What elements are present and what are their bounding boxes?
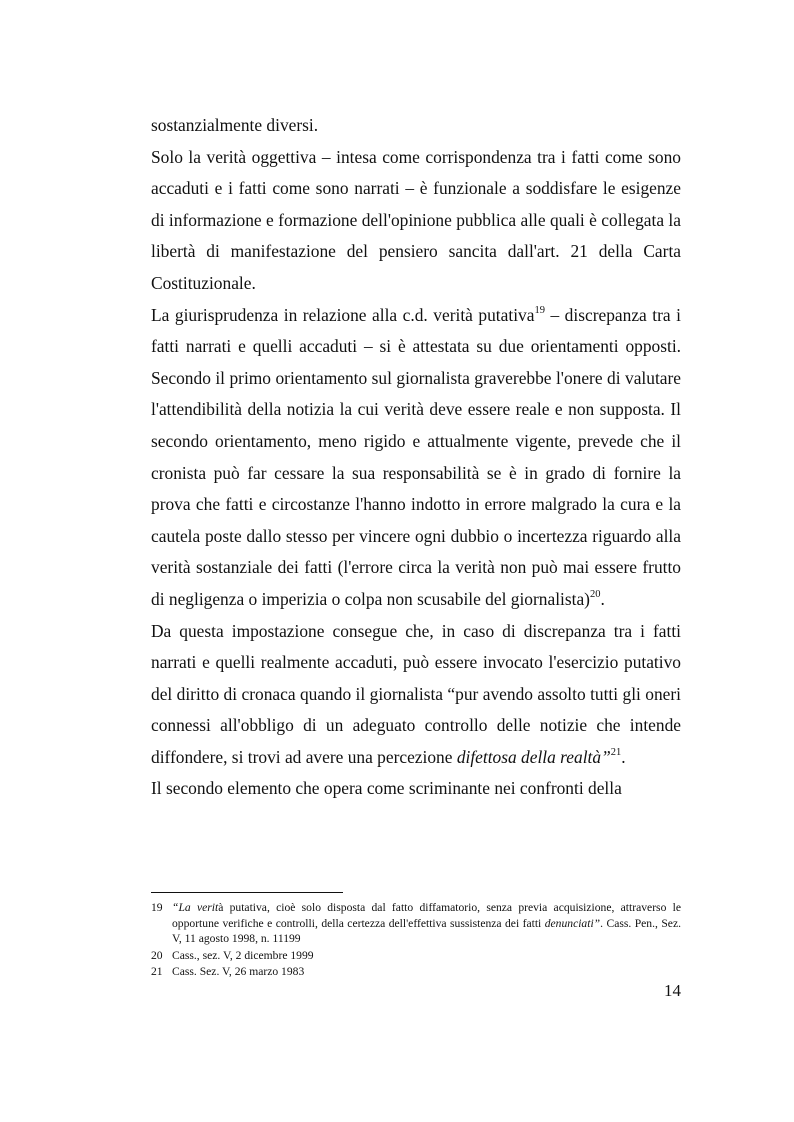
paragraph bbox=[151, 616, 681, 774]
paragraph bbox=[151, 300, 681, 616]
text-run: à putativa, cioè solo disposta dal fatto diffamatorio, senza previa acquisizione, attraverso le opportune verifiche e controlli, della certezza dell'effettiva sussistenza dei fatti bbox=[172, 901, 681, 930]
paragraph: Solo la verità oggettiva – intesa come corrispondenza tra i fatti come sono accaduti e i fatti come sono narrati – è funzionale a soddisfare le esigenze di informazione e formazione dell'opinione pubblica alle quali è collegata la libertà di manifestazione del pensiero sancita dall'art. 21 della Carta Costituzionale. bbox=[151, 146, 681, 293]
footnote-separator bbox=[151, 892, 343, 893]
page-number: 14 bbox=[664, 981, 681, 1000]
footnote-ref-19[interactable]: 19 bbox=[534, 304, 545, 316]
paragraph: sostanzialmente diversi. bbox=[151, 115, 319, 135]
text-run: . Cass. Pen., Sez. V, 11 agosto 1998, n. 11199 bbox=[172, 916, 681, 945]
text-run: La giurisprudenza in relazione alla c.d. verità putativa bbox=[151, 304, 535, 325]
footnote-text bbox=[172, 900, 681, 947]
footnote-ref-20[interactable]: 20 bbox=[589, 589, 601, 601]
footnote-number: 21 bbox=[151, 965, 163, 978]
body-text bbox=[151, 110, 681, 805]
italic-run: denunciati” bbox=[544, 916, 601, 930]
italic-run: “La verit bbox=[172, 901, 219, 914]
text-run: . bbox=[600, 588, 605, 609]
paragraph: Il secondo elemento che opera come scriminante nei confronti della bbox=[151, 778, 622, 799]
footnotes bbox=[151, 900, 681, 981]
footnote-text: Cass. Sez. V, 26 marzo 1983 bbox=[172, 965, 305, 978]
text-run: Da questa impostazione consegue che, in caso di discrepanza tra i fatti narrati e quelli realmente accaduti, può essere invocato l'esercizio putativo del diritto di cronaca quando il giornalista “pur avendo assolto tutti gli oneri connessi all'obbligo di un adeguato controllo delle notizie che intende diffondere, si trovi ad avere una percezione bbox=[151, 620, 681, 767]
text-run: – discrepanza tra i fatti narrati e quelli accaduti – si è attestata su due orientamenti opposti. Secondo il primo orientamento sul giornalista graverebbe l'onere di valutare l'attendibilità della notizia la cui verità deve essere reale e non supposta. Il secondo orientamento, meno rigido e attualmente vigente, prevede che il cronista può far cessare la sua responsabilità se è in grado di fornire la prova che fatti e circostanze l'hanno indotto in errore malgrado la cura e la cautela poste dallo stesso per vincere ogni dubbio o incertezza riguardo alla verità sostanziale dei fatti (l'errore circa la verità non può mai essere frutto di negligenza o imperizia o colpa non scusabile del giornalista) bbox=[151, 304, 681, 609]
footnote-21 bbox=[151, 964, 681, 980]
footnote-20 bbox=[151, 948, 681, 964]
footnote-number: 20 bbox=[151, 948, 163, 962]
footnote-number: 19 bbox=[151, 901, 163, 914]
text-run: . bbox=[621, 746, 626, 767]
footnote-ref-21[interactable]: 21 bbox=[610, 747, 622, 759]
quote-italic: difettosa della realtà” bbox=[456, 746, 611, 767]
footnote-text: Cass., sez. V, 2 dicembre 1999 bbox=[172, 948, 314, 962]
footnote-19 bbox=[151, 900, 681, 947]
